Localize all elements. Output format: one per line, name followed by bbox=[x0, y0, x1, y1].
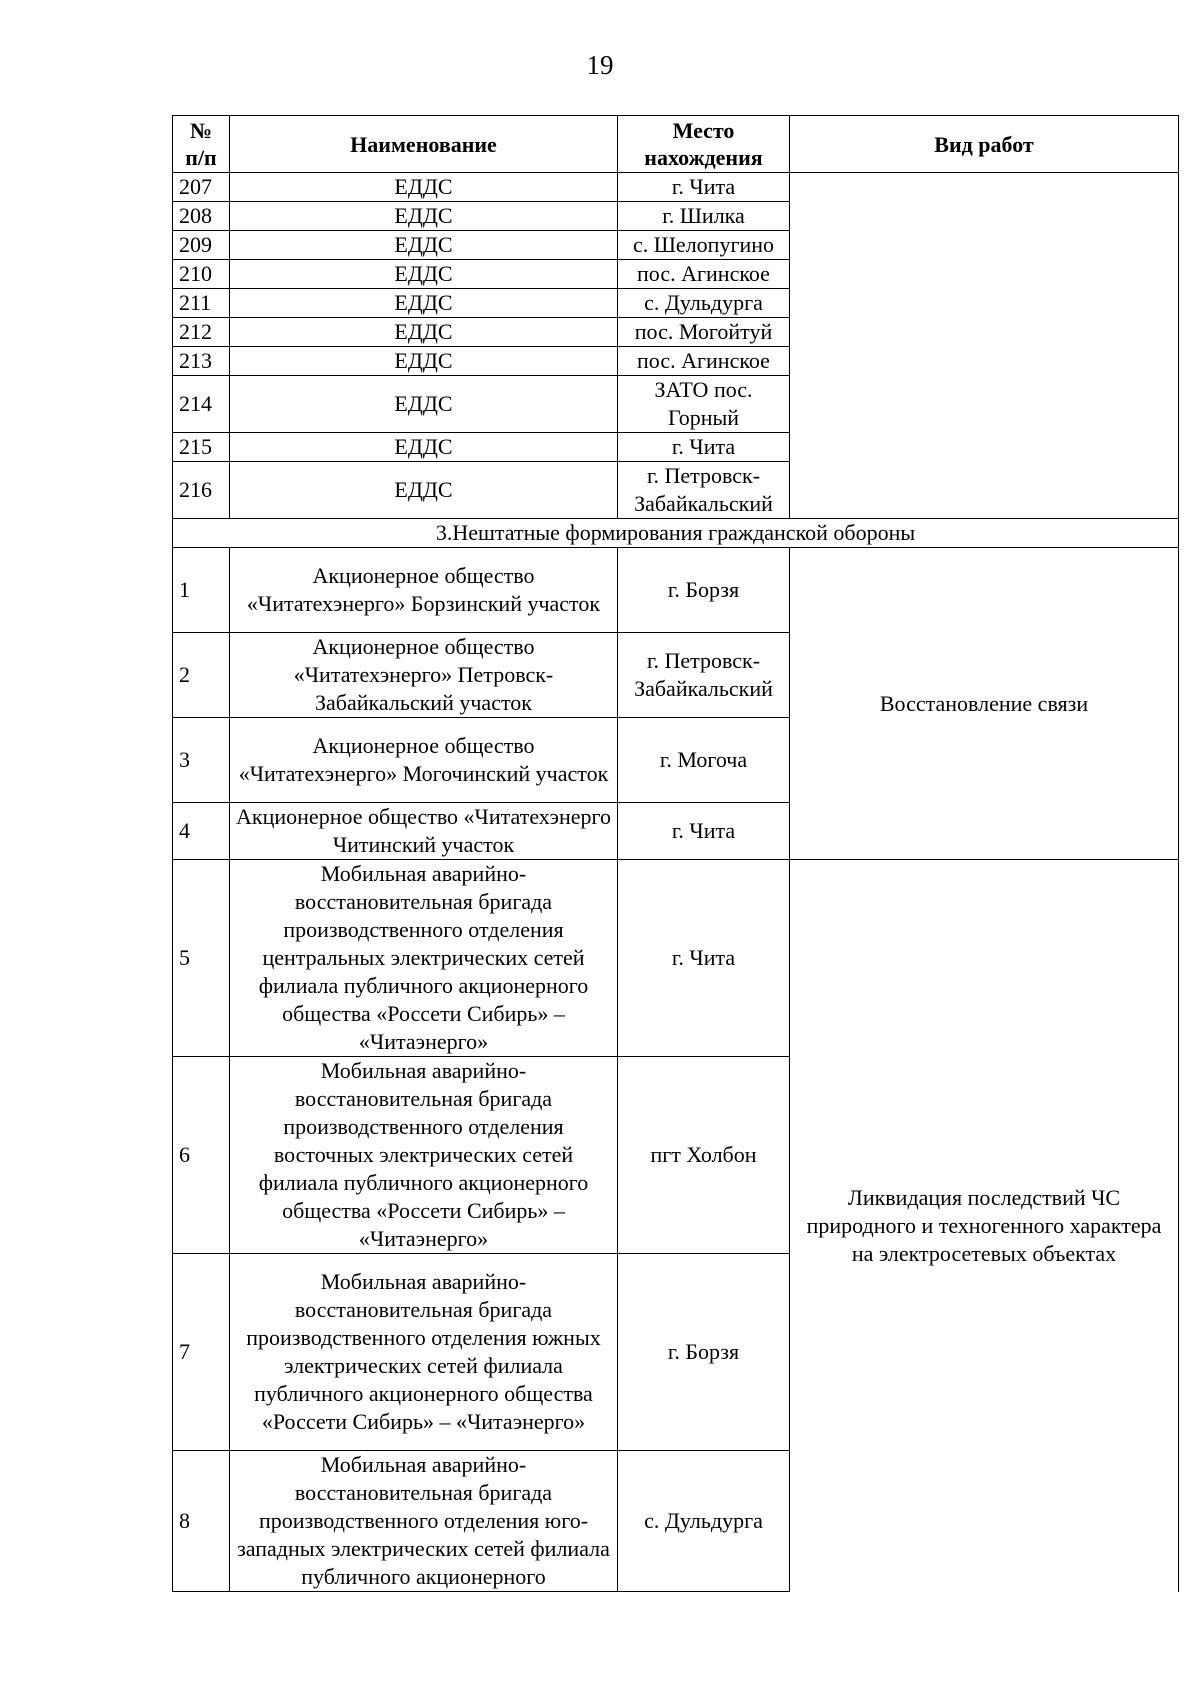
row-location: с. Дульдурга bbox=[618, 289, 790, 318]
row-location: г. Шилка bbox=[618, 202, 790, 231]
row-num: 4 bbox=[173, 803, 230, 860]
row-location: г. Борзя bbox=[618, 1254, 790, 1451]
row-num: 210 bbox=[173, 260, 230, 289]
row-location: пос. Агинское bbox=[618, 347, 790, 376]
row-name: ЕДДС bbox=[230, 462, 618, 519]
resources-table bbox=[172, 115, 1179, 1592]
row-location: пгт Холбон bbox=[618, 1057, 790, 1254]
row-name: ЕДДС bbox=[230, 173, 618, 202]
row-num: 8 bbox=[173, 1451, 230, 1592]
row-location: г. Чита bbox=[618, 433, 790, 462]
row-work: Восстановление связи bbox=[790, 548, 1179, 860]
table-row bbox=[173, 548, 1179, 633]
row-location: г. Чита bbox=[618, 803, 790, 860]
row-num: 6 bbox=[173, 1057, 230, 1254]
row-name: Акционерное общество «Читатехэнерго» Борзинский участок bbox=[230, 548, 618, 633]
table-header-row bbox=[173, 116, 1179, 173]
row-num: 208 bbox=[173, 202, 230, 231]
row-num: 209 bbox=[173, 231, 230, 260]
row-num: 212 bbox=[173, 318, 230, 347]
row-num: 5 bbox=[173, 860, 230, 1057]
row-name: ЕДДС bbox=[230, 202, 618, 231]
row-location: с. Дульдурга bbox=[618, 1451, 790, 1592]
row-location: г. Борзя bbox=[618, 548, 790, 633]
row-num: 211 bbox=[173, 289, 230, 318]
row-location: г. Чита bbox=[618, 860, 790, 1057]
section-row bbox=[173, 519, 1179, 548]
row-name: ЕДДС bbox=[230, 347, 618, 376]
row-num: 215 bbox=[173, 433, 230, 462]
row-num: 2 bbox=[173, 633, 230, 718]
row-name: Мобильная аварийно-восстановительная бригада производственного отделения юго-западных электрических сетей филиала публичного акционерного bbox=[230, 1451, 618, 1592]
header-num: № п/п bbox=[173, 116, 230, 173]
row-name: Акционерное общество «Читатехэнерго» Петровск-Забайкальский участок bbox=[230, 633, 618, 718]
table-row bbox=[173, 860, 1179, 1057]
row-name: ЕДДС bbox=[230, 376, 618, 433]
row-location: с. Шелопугино bbox=[618, 231, 790, 260]
row-name: Акционерное общество «Читатехэнерго» Могочинский участок bbox=[230, 718, 618, 803]
row-name: ЕДДС bbox=[230, 433, 618, 462]
row-name: ЕДДС bbox=[230, 318, 618, 347]
row-name: Мобильная аварийно-восстановительная бригада производственного отделения восточных электрических сетей филиала публичного акционерного общества «Россети Сибирь» – «Читаэнерго» bbox=[230, 1057, 618, 1254]
row-name: ЕДДС bbox=[230, 231, 618, 260]
header-location: Место нахождения bbox=[618, 116, 790, 173]
row-work: Ликвидация последствий ЧС природного и техногенного характера на электросетевых объектах bbox=[790, 860, 1179, 1592]
row-num: 3 bbox=[173, 718, 230, 803]
row-name: ЕДДС bbox=[230, 289, 618, 318]
header-work: Вид работ bbox=[790, 116, 1179, 173]
row-num: 1 bbox=[173, 548, 230, 633]
row-location: г. Петровск-Забайкальский bbox=[618, 462, 790, 519]
section-title: 3.Нештатные формирования гражданской обороны bbox=[173, 519, 1179, 548]
row-location: пос. Агинское bbox=[618, 260, 790, 289]
row-num: 207 bbox=[173, 173, 230, 202]
table-row bbox=[173, 173, 1179, 202]
row-num: 214 bbox=[173, 376, 230, 433]
row-name: Мобильная аварийно-восстановительная бригада производственного отделения центральных электрических сетей филиала публичного акционерного общества «Россети Сибирь» – «Читаэнерго» bbox=[230, 860, 618, 1057]
row-num: 7 bbox=[173, 1254, 230, 1451]
row-name: ЕДДС bbox=[230, 260, 618, 289]
header-name: Наименование bbox=[230, 116, 618, 173]
row-name: Акционерное общество «Читатехэнерго Читинский участок bbox=[230, 803, 618, 860]
row-location: г. Могоча bbox=[618, 718, 790, 803]
row-location: г. Чита bbox=[618, 173, 790, 202]
row-num: 213 bbox=[173, 347, 230, 376]
row-location: ЗАТО пос. Горный bbox=[618, 376, 790, 433]
row-num: 216 bbox=[173, 462, 230, 519]
row-location: г. Петровск-Забайкальский bbox=[618, 633, 790, 718]
row-location: пос. Могойтуй bbox=[618, 318, 790, 347]
row-work-empty bbox=[790, 173, 1179, 519]
page-number: 19 bbox=[586, 50, 614, 80]
row-name: Мобильная аварийно-восстановительная бригада производственного отделения южных электрических сетей филиала публичного акционерного общества «Россети Сибирь» – «Читаэнерго» bbox=[230, 1254, 618, 1451]
